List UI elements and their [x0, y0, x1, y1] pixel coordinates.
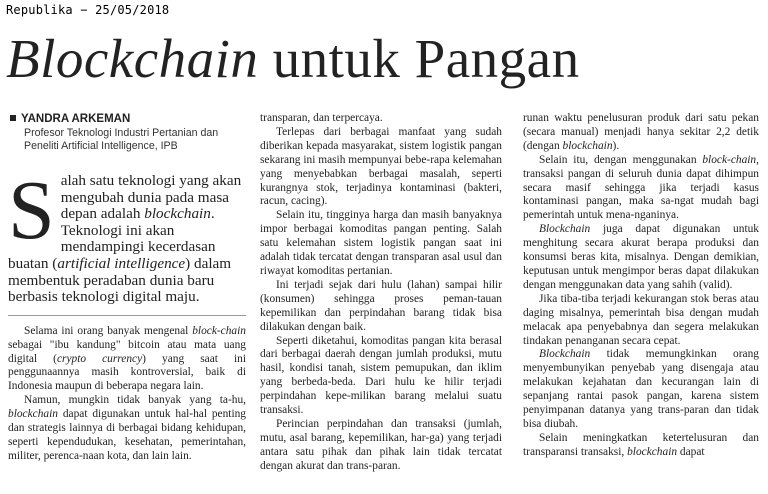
author-title-line-1: Profesor Teknologi Industri Pertanian dan — [24, 127, 219, 139]
col2-paragraph-4: Seperti diketahui, komoditas pangan kita berasal dari berbagai daerah dengan jumlah produksi, mutu hasil, kondisi tanah, sistem pemupukan, dan iklim yang berbeda-beda. Dari hulu ke hilir terjadi perpindahan kepe-milikan barang melalui suatu transaksi. — [260, 334, 502, 417]
col3-paragraph-5: Selain meningkatkan ketertelusuran dan transparansi transaksi, blockchain dapat — [523, 431, 759, 458]
column-3 — [523, 112, 759, 460]
lede-text-b: . Teknologi ini akan mendampingi kecerdasan buatan ( — [8, 205, 216, 272]
author-name-text: YANDRA ARKEMAN — [21, 113, 131, 125]
author-name — [10, 112, 246, 126]
author-title-line-2: Peneliti Artificial Intelligence, IPB — [24, 140, 178, 152]
col3-paragraph-0: runan waktu penelusuran produk dari satu pekan (secara manual) menjadi hanya sekitar 2,2 detik (dengan blockchain). — [523, 112, 759, 152]
headline-rest: untuk Pangan — [258, 28, 580, 89]
lede-text-a: alah satu teknologi yang akan mengubah dunia pada masa depan adalah — [60, 172, 242, 223]
column-2 — [260, 112, 502, 474]
col1-paragraph-2: Namun, mungkin tidak banyak yang ta-hu, blockchain dapat digunakan untuk hal-hal penting dan strategis lainnya di berbagai bidang kehidupan, seperti kependudukan, kesehatan, pemerintahan, militer, perenca-naan kota, dan lain lain. — [8, 394, 246, 462]
author-bullet-icon — [10, 115, 16, 121]
lede-paragraph — [8, 164, 246, 306]
column-1 — [8, 112, 246, 464]
col2-paragraph-3: Ini terjadi sejak dari hulu (lahan) sampai hilir (konsumen) sehingga proses peman-tauan kepemilikan dan perpindahan barang tidak bisa dilakukan dengan baik. — [260, 278, 502, 333]
col3-paragraph-2: Blockchain juga dapat digunakan untuk menghitung secara akurat berapa produksi dan konsumsi beras kita, misalnya. Dengan demikian, keputusan untuk mengimpor beras dapat dilakukan dengan menggunakan data yang sahih (valid). — [523, 223, 759, 291]
section-divider — [8, 315, 246, 316]
col1-paragraph-1: Selama ini orang banyak mengenal block-chain sebagai "ibu kandung" bitcoin atau mata uang digital (crypto currency) yang saat ini penggunaannya masih kontroversial, baik di Indonesia maupun di beberapa negara lain. — [8, 324, 246, 393]
author-title — [24, 127, 246, 153]
col2-paragraph-0: transparan, dan terpercaya. — [260, 112, 383, 124]
drop-cap: S — [8, 164, 55, 257]
lede-emphasis-a: blockchain — [144, 205, 211, 223]
lede-text-c: ) dalam membentuk peradaban dunia baru berbasis teknologi digital maju. — [8, 254, 232, 306]
lede-emphasis-b: artificial intelligence — [57, 254, 186, 272]
headline-italic: Blockchain — [6, 28, 259, 89]
col3-paragraph-3: Jika tiba-tiba terjadi kekurangan stok beras atau daging misalnya, pemerintah bisa dengan mudah melacak apa penyebabnya dan segera melakukan tindakan penanganan secara cepat. — [523, 292, 759, 347]
col3-paragraph-1: Selain itu, dengan menggunakan block-chain, transaksi pangan di seluruh dunia dapat dihimpun secara masif sehingga jika terjadi kasus kontaminasi pangan, maka sa-ngat mudah bagi pemerintah untuk mena-nganinya. — [523, 153, 759, 222]
col2-paragraph-2: Selain itu, tingginya harga dan masih banyaknya impor berbagai komoditas pangan penting. Salah satu kelemahan sistem logistik pangan saat ini adalah tidak tercatat dengan transparan asal usul dan riwayat komoditas pertanian. — [260, 209, 502, 277]
article-headline — [6, 28, 766, 90]
col2-paragraph-5: Perincian perpindahan dan transaksi (jumlah, mutu, asal barang, kepemilikan, har-ga) yang terjadi antara satu pihak dan pihak lain tidak tercatat dengan akurat dan trans-paran. — [260, 417, 502, 472]
source-date-line: Republika − 25/05/2018 — [6, 3, 170, 17]
col3-paragraph-4: Blockchain tidak memungkinkan orang menyembunyikan penyebab yang disengaja atau melakukan kejahatan dan kecurangan lain di sepanjang rantai pasok pangan, karena sistem penyimpanan datanya yang trans-paran dan tidak bisa diubah. — [523, 348, 759, 430]
col2-paragraph-1: Terlepas dari berbagai manfaat yang sudah diberikan kepada masyarakat, sistem logistik pangan sekarang ini masih mempunyai bebe-rapa kelemahan yang menyebabkan berbagai masalah, seperti kurangnya stok, terjadinya kontaminasi (bakteri, racun, cacing). — [260, 125, 502, 208]
